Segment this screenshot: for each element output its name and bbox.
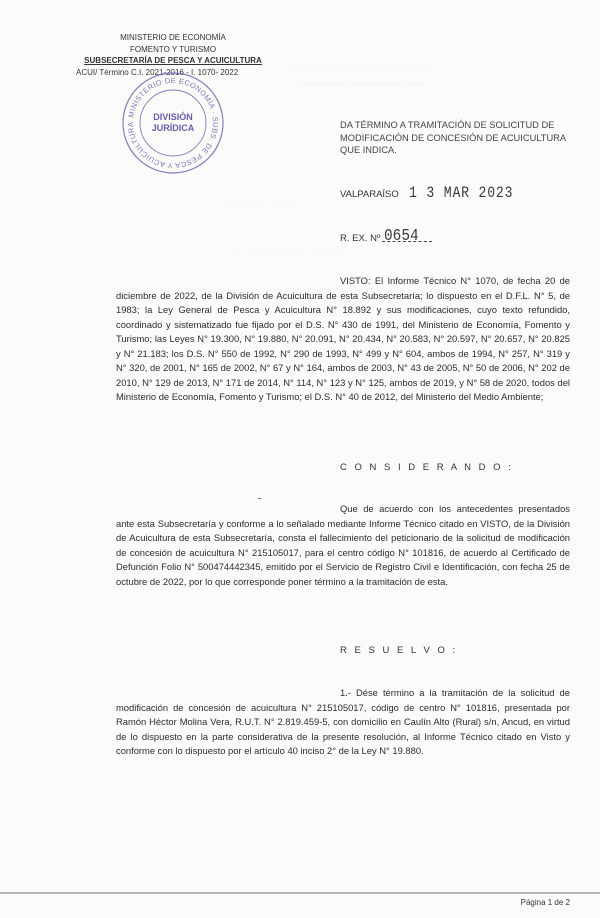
considerando-heading: C O N S I D E R A N D O : bbox=[340, 462, 514, 473]
bleed-through-text: · · · · · · · · · · · · · · · · · · · · · · · · · · · · · · · · · bbox=[290, 63, 430, 70]
bleed-through-text: · · · · · · · · · · · · · · · · · · · · · · · · · · · · · bbox=[300, 81, 423, 88]
bleed-through-text: · · · · · · · · · · · · · · · · · · · bbox=[220, 197, 300, 204]
division-juridica-stamp bbox=[118, 68, 228, 178]
place-date bbox=[340, 182, 536, 200]
ministry-name: MINISTERIO DE ECONOMÍA bbox=[120, 33, 226, 42]
bleed-through-text: · · · · · · · · · · · · · · · · · · · · · · · · · · · · bbox=[230, 245, 348, 252]
subsecretaria-name: SUBSECRETARÍA DE PESCA Y ACUICULTURA bbox=[84, 56, 262, 65]
reference-code: ACUI/ Término C.I. 2021-2016 - I. 1070- 2022 bbox=[76, 67, 239, 77]
stamp-center-line1: DIVISIÓN bbox=[153, 112, 193, 122]
rex-label: R. EX. Nº bbox=[340, 233, 381, 244]
visto-paragraph: VISTO: El Informe Técnico N° 1070, de fecha 20 de diciembre de 2022, de la División de Acuicultura de esta Subsecretaría; lo dispuesto en el D.F.L. N° 5, de 1983; la Ley General de Pesca y Acuicultura N° 18.892 y sus modificaciones, cuyo texto refundido, coordinado y sistematizado fue fijado por el D.S. N° 430 de 1991, del Ministerio de Economía, Fomento y Turismo; las Leyes N° 19.300, N° 19.880, N° 20.091, N° 20.434, N° 20.583, N° 20.597, N° 20.657, N° 20.825 y N° 21.183; los D.S. N° 550 de 1992, N° 290 de 1993, N° 499 y N° 604, ambos de 1994, N° 257, N° 319 y N° 320, de 2001, N° 165 de 2002, N° 67 y N° 164, ambos de 2003, N° 43 de 2005, N° 50 de 2006, N° 202 de 2010, N° 129 de 2013, N° 171 de 2014, N° 114, N° 123 y N° 125, ambos de 2019, y N° 58 de 2020, todos del Ministerio de Economía, Fomento y Turismo; el D.S. N° 40 de 2012, del Ministerio del Medio Ambiente; bbox=[116, 275, 570, 402]
place-label: VALPARAÍSO bbox=[340, 189, 399, 200]
stray-mark bbox=[258, 498, 261, 499]
resolution-number bbox=[340, 225, 425, 244]
page-number: Página 1 de 2 bbox=[520, 898, 570, 907]
rex-number-stamp: 0654 bbox=[384, 227, 420, 246]
resolution-subject: DA TÉRMINO A TRAMITACIÓN DE SOLICITUD DE MODIFICACIÓN DE CONCESIÓN DE ACUICULTURA QUE INDICA. bbox=[340, 120, 566, 155]
resuelvo-heading: R E S U E L V O : bbox=[340, 645, 458, 656]
stamp-center-line2: JURÍDICA bbox=[151, 123, 195, 133]
footer-divider bbox=[0, 892, 600, 894]
considerando-paragraph: Que de acuerdo con los antecedentes presentados ante esta Subsecretaría y conforme a lo señalado mediante Informe Técnico citado en VISTO, de la División de Acuicultura de esta Subsecretaría, consta el fallecimiento del peticionario de la solicitud de modificación de concesión de acuicultura N° 215105017, para el centro código N° 101816, de acuerdo al Certificado de Defunción Folio N° 500474442345, emitido por el Servicio de Registro Civil e Identificación, con fecha 25 de octubre de 2022, por lo que corresponde poner término a la tramitación de esta. bbox=[116, 503, 570, 587]
stamp-ring-text: MINISTERIO DE ECONOMÍA · SUBS. DE PESCA Y ACUICULTURA bbox=[125, 75, 221, 171]
ministry-subname: FOMENTO Y TURISMO bbox=[129, 44, 217, 54]
date-stamp: 1 3 MAR 2023 bbox=[408, 184, 514, 202]
resuelvo-paragraph-1: 1.- Dése término a la tramitación de la solicitud de modificación de concesión de acuicultura N° 215105017, código de centro N° 101816, presentada por Ramón Héctor Molina Vera, R.U.T. N° 2.819.459-5, con domicilio en Caulín Alto (Rural) s/n, Ancud, en virtud de lo dispuesto en la parte considerativa de la presente resolución, al Informe Técnico citado en Visto y conforme con lo dispuesto por el artículo 40 inciso 2° de la Ley N° 19.880. bbox=[116, 687, 570, 756]
